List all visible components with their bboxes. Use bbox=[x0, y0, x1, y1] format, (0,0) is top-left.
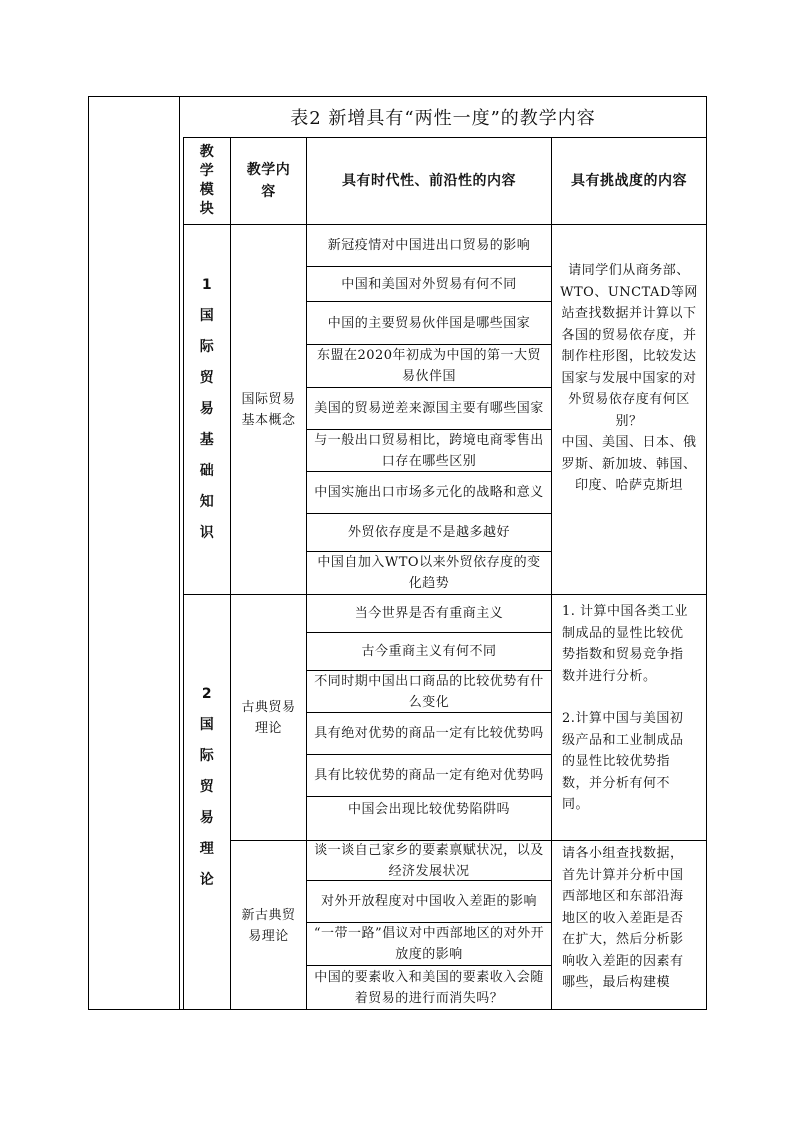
header-challenge: 具有挑战度的内容 bbox=[571, 172, 687, 189]
module2-label-char: 论 bbox=[199, 872, 215, 888]
header-module-char: 模 bbox=[199, 182, 215, 198]
header-module bbox=[184, 138, 230, 224]
module1-challenge-countries: 中国、美国、日本、俄罗斯、新加坡、韩国、印度、哈萨克斯坦 bbox=[561, 435, 697, 493]
topic-cell: 当今世界是否有重商主义 bbox=[354, 606, 504, 621]
header-module-char: 块 bbox=[199, 201, 215, 217]
topic-cell: 具有绝对优势的商品一定有比较优势吗 bbox=[314, 726, 544, 741]
topic-cell: 中国会出现比较优势陷阱吗 bbox=[347, 801, 510, 817]
table-caption: 表2 新增具有“两性一度”的教学内容 bbox=[290, 108, 596, 129]
topic-cell: 外贸依存度是不是越多越好 bbox=[347, 525, 510, 540]
topic-cell: 新冠疫情对中国进出口贸易的影响 bbox=[327, 238, 531, 253]
module2-label-char: 2 bbox=[201, 686, 213, 702]
module1-label-char: 础 bbox=[199, 463, 215, 479]
topic-cell: 具有比较优势的商品一定有绝对优势吗 bbox=[314, 768, 544, 783]
header-frontier: 具有时代性、前沿性的内容 bbox=[342, 172, 516, 189]
topic-cell: 中国实施出口市场多元化的战略和意义 bbox=[314, 485, 544, 500]
module1-challenge bbox=[552, 260, 706, 497]
module1-label-char: 易 bbox=[199, 401, 215, 417]
header-module-char: 学 bbox=[199, 163, 215, 179]
module1-label-char: 贸 bbox=[199, 370, 215, 386]
module2-label-char: 易 bbox=[199, 810, 215, 826]
module2-label bbox=[184, 595, 230, 1010]
module1-challenge-task: 请同学们从商务部、WTO、UNCTAD等网站查找数据并计算以下各国的贸易依存度，并制作柱形图，比较发达国家与发展中国家的对外贸易依存度有何区别？ bbox=[560, 263, 698, 429]
topic-cell: “一带一路”倡议对中西部地区的对外开放度的影响 bbox=[313, 926, 545, 962]
topic-cell: 中国的主要贸易伙伴国是哪些国家 bbox=[327, 315, 531, 331]
module1-label-char: 际 bbox=[199, 339, 215, 355]
module1-label-char: 识 bbox=[199, 525, 215, 541]
module2-label-char: 贸 bbox=[199, 779, 215, 795]
module1-label-char: 国 bbox=[199, 308, 215, 324]
module1-label bbox=[184, 225, 230, 594]
module2-label-char: 理 bbox=[199, 841, 215, 857]
module1-label-char: 基 bbox=[199, 432, 215, 448]
header-module-char: 教 bbox=[199, 144, 215, 160]
header-content: 教学内容 bbox=[246, 162, 291, 200]
topic-cell: 中国和美国对外贸易有何不同 bbox=[341, 276, 517, 292]
topic-cell: 中国的要素收入和美国的要素收入会随着贸易的进行而消失吗？ bbox=[314, 969, 544, 1006]
topic-cell: 美国的贸易逆差来源国主要有哪些国家 bbox=[314, 401, 544, 416]
classical-section: 古典贸易理论 bbox=[241, 699, 296, 736]
module2-label-char: 际 bbox=[199, 748, 215, 764]
module1-label-char: 知 bbox=[199, 494, 215, 510]
topic-cell: 古今重商主义有何不同 bbox=[361, 644, 497, 659]
neoclassical-challenge bbox=[552, 843, 706, 1009]
topic-cell: 谈一谈自己家乡的要素禀赋状况，以及经济发展状况 bbox=[314, 842, 544, 879]
topic-cell: 与一般出口贸易相比，跨境电商零售出口存在哪些区别 bbox=[314, 432, 544, 469]
neoclassical-challenge-text: 请各小组查找数据，首先计算并分析中国西部地区和东部沿海地区的收入差距是否在扩大，然后分析影响收入差距的因素有哪些，最后构建模 bbox=[562, 846, 684, 990]
classical-challenge-2: 2.计算中国与美国初级产品和工业制成品的显性比较优势指数，并分析有何不同。 bbox=[562, 711, 684, 812]
classical-challenge bbox=[552, 601, 706, 816]
frame-top-line bbox=[88, 96, 707, 97]
module1-section: 国际贸易基本概念 bbox=[241, 391, 296, 428]
module2-label-char: 国 bbox=[199, 717, 215, 733]
frame-left-line bbox=[88, 96, 89, 1010]
topic-cell: 东盟在2020年初成为中国的第一大贸易伙伴国 bbox=[316, 348, 542, 384]
classical-challenge-1: 1. 计算中国各类工业制成品的显性比较优势指数和贸易竞争指数并进行分析。 bbox=[562, 604, 689, 684]
frame-inner-line-a bbox=[179, 96, 180, 1010]
topic-cell: 对外开放程度对中国收入差距的影响 bbox=[320, 894, 537, 909]
module1-label-char: 1 bbox=[201, 277, 213, 293]
neoclassical-section: 新古典贸易理论 bbox=[241, 907, 296, 944]
topic-cell: 不同时期中国出口商品的比较优势有什么变化 bbox=[314, 673, 544, 710]
frame-right-line bbox=[706, 96, 707, 1010]
topic-cell: 中国自加入WTO以来外贸依存度的变化趋势 bbox=[317, 555, 541, 591]
frame-bottom-line bbox=[88, 1009, 707, 1010]
